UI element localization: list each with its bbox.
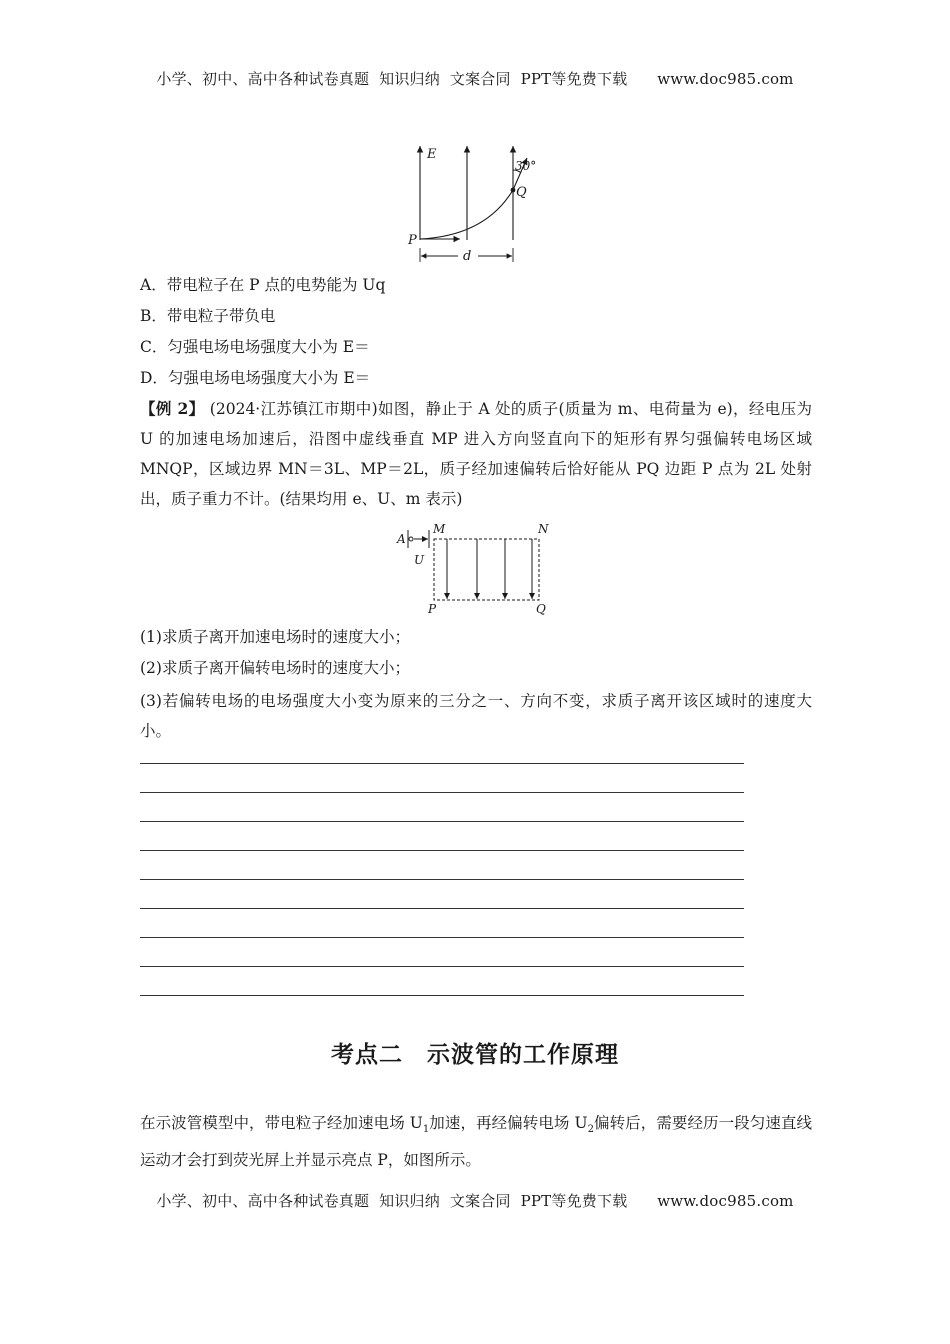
- label-U: U: [414, 553, 425, 567]
- region-MNQP: [434, 539, 539, 600]
- answer-line: [140, 763, 744, 764]
- question-2: (2)求质子离开偏转电场时的速度大小；: [140, 659, 410, 677]
- answer-line: [140, 879, 744, 880]
- example-2-tag: 【例 2】: [140, 399, 205, 418]
- answer-line: [140, 821, 744, 822]
- answer-line: [140, 792, 744, 793]
- label-M: M: [433, 522, 446, 536]
- intro-part-1: 在示波管模型中，带电粒子经加速电场 U: [140, 1114, 423, 1132]
- section-title: 考点二 示波管的工作原理: [331, 1042, 619, 1068]
- figure-field-trajectory: [400, 140, 550, 270]
- option-a: A．带电粒子在 P 点的电势能为 Uq: [140, 276, 386, 294]
- intro-sub-1: 1: [422, 1124, 430, 1136]
- intro-sub-2: 2: [587, 1124, 594, 1136]
- answer-line: [140, 850, 744, 851]
- label-P: P: [408, 233, 417, 248]
- answer-line: [140, 908, 744, 909]
- label-A: A: [397, 532, 406, 546]
- label-Q: Q: [516, 185, 527, 200]
- option-b: B．带电粒子带负电: [140, 307, 276, 325]
- point-A: [409, 537, 413, 541]
- question-1: (1)求质子离开加速电场时的速度大小；: [140, 628, 410, 646]
- question-3: (3)若偏转电场的电场强度大小变为原来的三分之一、方向不变，求质子离开该区域时的速度大小。: [140, 692, 812, 740]
- label-Q: Q: [536, 602, 546, 616]
- option-c: C．匀强电场电场强度大小为 E＝: [140, 338, 370, 356]
- label-angle: 30°: [515, 159, 537, 173]
- label-d: d: [463, 249, 472, 264]
- label-E: E: [427, 147, 437, 162]
- answer-line: [140, 995, 744, 996]
- page-header: 小学、初中、高中各种试卷真题 知识归纳 文案合同 PPT等免费下载 www.doc985.com: [156, 70, 794, 88]
- intro-part-2: 加速，再经偏转电场 U: [429, 1114, 588, 1132]
- label-N: N: [538, 522, 549, 536]
- example-2-body: (2024·江苏镇江市期中)如图，静止于 A 处的质子(质量为 m、电荷量为 e)，经电压为 U 的加速电场加速后，沿图中虚线垂直 MP 进入方向竖直向下的矩形有界匀强偏转电场区域 MNQP，区域边界 MN＝3L、MP＝2L，质子经加速偏转后恰好能从 PQ 边距 P 点为 2L 处射出，质子重力不计。(结果均用 e、U、m 表示): [140, 400, 813, 508]
- option-d: D．匀强电场电场强度大小为 E＝: [140, 369, 371, 387]
- point-Q: [511, 188, 516, 193]
- trajectory-curve: [420, 158, 527, 239]
- example-2-text: [140, 394, 812, 514]
- intro-part-3: 偏转后，需要经历一段匀速直线运动才会打到荧光屏上并显示亮点 P，如图所示。: [140, 1114, 812, 1170]
- figure-deflection-region: [392, 518, 562, 618]
- answer-line: [140, 937, 744, 938]
- label-P: P: [428, 602, 437, 616]
- page-footer: 小学、初中、高中各种试卷真题 知识归纳 文案合同 PPT等免费下载 www.doc985.com: [156, 1192, 794, 1210]
- answer-line: [140, 966, 744, 967]
- intro-paragraph: [140, 1108, 812, 1175]
